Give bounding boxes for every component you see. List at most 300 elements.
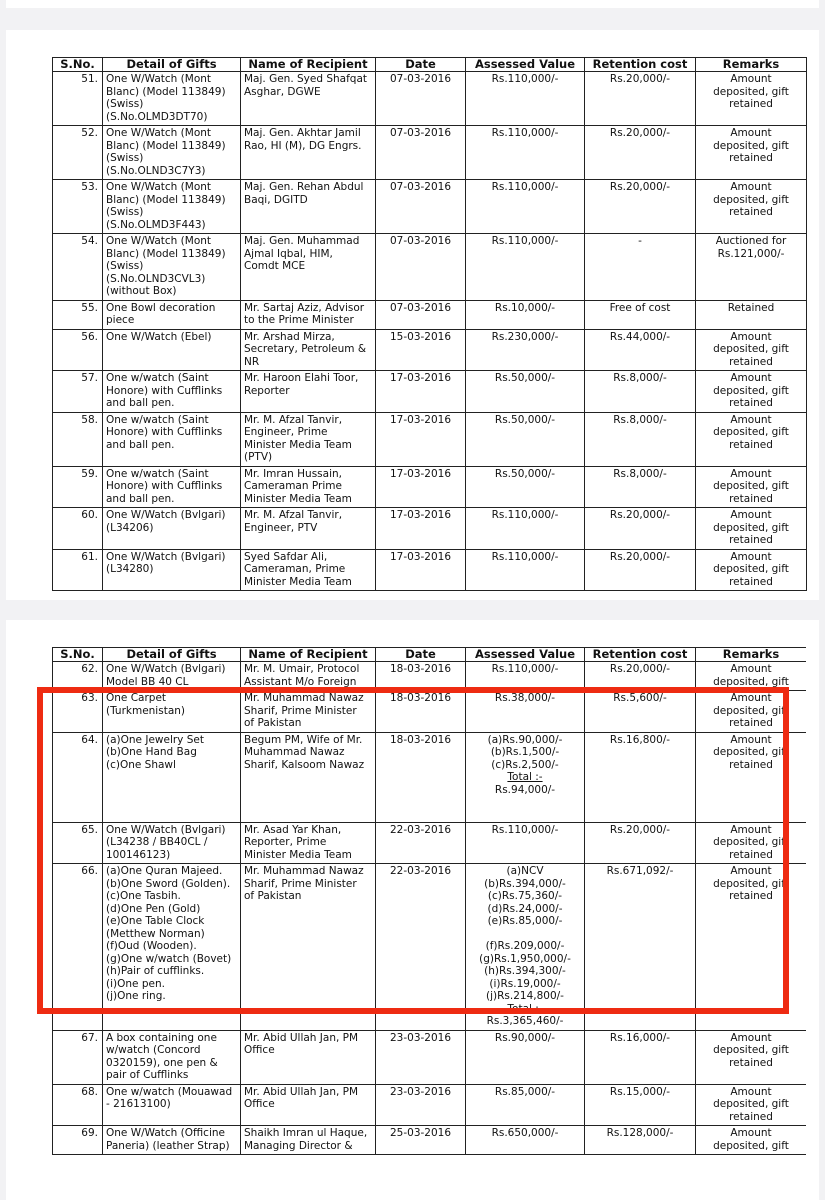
recipient-line: Mr. Asad Yar Khan,	[244, 823, 342, 836]
date-cell: 18-03-2016	[376, 732, 466, 822]
remarks-line: Amount	[730, 413, 772, 426]
recipient-line: Office	[244, 1098, 275, 1110]
remarks-line: deposited, gift	[713, 836, 789, 848]
assessed-value-line	[469, 928, 581, 941]
gift-detail-line: w/watch (Concord	[106, 1044, 201, 1056]
gift-detail-line: One W/Watch (Mont	[106, 73, 212, 85]
gift-detail-cell	[103, 371, 241, 413]
serial-number-cell: 65.	[53, 822, 103, 864]
date-cell: 23-03-2016	[376, 1030, 466, 1084]
recipient-cell	[241, 1126, 376, 1155]
recipient-line: Mr. Abid Ullah Jan, PM	[244, 1085, 359, 1098]
recipient-line: Engineer, Prime	[244, 426, 328, 438]
gift-detail-line: (without Box)	[106, 285, 177, 297]
assessed-value-line: Rs.230,000/-	[491, 330, 559, 343]
table-row	[53, 180, 807, 234]
recipient-line: Mr. Arshad Mirza,	[244, 330, 335, 343]
gift-detail-line: (Metthew Norman)	[106, 927, 205, 940]
gift-detail-line: One W/Watch (Officine	[106, 1127, 225, 1139]
remarks-cell	[696, 1084, 807, 1126]
gift-detail-cell	[103, 508, 241, 550]
retention-cost-cell: Rs.15,000/-	[585, 1084, 696, 1126]
gift-detail-line: Blanc) (Model 113849)	[106, 247, 226, 260]
gift-detail-line: Honore) with Cufflinks	[106, 480, 223, 492]
recipient-line: Maj. Gen. Syed Shafqat	[244, 73, 368, 85]
recipient-line: Muhammad Nawaz	[244, 746, 345, 758]
assessed-value-line: Rs.50,000/-	[494, 413, 556, 426]
remarks-line: retained	[729, 355, 773, 368]
retention-cost-cell: Rs.20,000/-	[585, 822, 696, 864]
recipient-line: Maj. Gen. Muhammad	[244, 235, 360, 247]
remarks-line: deposited, gift	[713, 139, 789, 152]
remarks-line: Retained	[727, 301, 775, 314]
gift-detail-line: (d)One Pen (Gold)	[106, 902, 201, 915]
recipient-line: Mr. Imran Hussain,	[244, 467, 342, 480]
date-cell: 07-03-2016	[376, 234, 466, 301]
document-page-2	[6, 620, 819, 1200]
remarks-line: Auctioned for	[715, 235, 787, 247]
gift-detail-cell	[103, 300, 241, 329]
table-row	[53, 466, 807, 508]
serial-number-cell: 52.	[53, 126, 103, 180]
table-header-row	[53, 58, 807, 72]
recipient-line: Mr. M. Umair, Protocol	[244, 663, 360, 675]
remarks-line: retained	[729, 758, 773, 771]
gift-detail-line: 0320159), one pen &	[106, 1056, 218, 1069]
remarks-cell	[696, 508, 807, 550]
header-sno: S.No.	[53, 58, 103, 72]
remarks-cell	[696, 549, 807, 591]
header-retention-cost: Retention cost	[585, 58, 696, 72]
gift-detail-line: Blanc) (Model 113849)	[106, 139, 226, 152]
header-assessed-value: Assessed Value	[466, 58, 585, 72]
gift-detail-line: One W/Watch (Mont	[106, 181, 212, 193]
remarks-line: Amount	[730, 330, 772, 343]
recipient-line: Maj. Gen. Rehan Abdul	[244, 181, 364, 193]
table-header-row	[53, 648, 807, 662]
assessed-value-cell	[466, 180, 585, 234]
assessed-value-line: (h)Rs.394,300/-	[484, 965, 566, 977]
recipient-line: Mr. Muhammad Nawaz	[244, 692, 364, 704]
recipient-cell	[241, 329, 376, 371]
assessed-value-line: (e)Rs.85,000/-	[487, 915, 563, 927]
retention-cost-cell: Rs.8,000/-	[585, 412, 696, 466]
recipient-line: Sharif, Prime Minister	[244, 704, 357, 717]
date-cell: 07-03-2016	[376, 126, 466, 180]
recipient-line: Sharif, Prime Minister	[244, 877, 357, 890]
assessed-value-cell	[466, 549, 585, 591]
remarks-line: retained	[729, 534, 773, 546]
document-page-1	[6, 30, 819, 600]
gift-detail-line: (L34238 / BB40CL /	[106, 836, 208, 848]
retention-cost-cell: Rs.16,000/-	[585, 1030, 696, 1084]
gift-detail-line: (Swiss)	[106, 152, 144, 164]
gift-detail-line: pair of Cufflinks	[106, 1069, 189, 1081]
remarks-line: deposited, gift	[713, 521, 789, 534]
gift-detail-line: and ball pen.	[106, 397, 175, 409]
retention-cost-cell: Rs.20,000/-	[585, 126, 696, 180]
remarks-line: Amount	[730, 1127, 772, 1139]
remarks-cell	[696, 412, 807, 466]
table-row	[53, 662, 807, 691]
table-row	[53, 234, 807, 301]
serial-number-cell: 62.	[53, 662, 103, 691]
previous-page-edge	[6, 0, 819, 8]
remarks-line: deposited, gift	[713, 426, 789, 438]
remarks-line: Amount	[730, 823, 772, 836]
gift-detail-cell	[103, 732, 241, 822]
recipient-cell	[241, 72, 376, 126]
gift-detail-line: One W/Watch (Bvlgari)	[106, 509, 226, 521]
gift-detail-cell	[103, 329, 241, 371]
assessed-value-line: Rs.110,000/-	[491, 550, 559, 563]
serial-number-cell: 66.	[53, 864, 103, 1031]
recipient-line: Asghar, DGWE	[244, 85, 321, 98]
gift-detail-line: A box containing one	[106, 1031, 217, 1044]
gift-detail-line: (b)One Sword (Golden).	[106, 877, 231, 890]
remarks-line: deposited, gift	[713, 85, 789, 98]
header-retention-cost: Retention cost	[585, 648, 696, 662]
table-row	[53, 329, 807, 371]
recipient-line: Office	[244, 1044, 275, 1056]
recipient-cell	[241, 412, 376, 466]
retention-cost-cell: Rs.20,000/-	[585, 549, 696, 591]
remarks-line: Amount	[730, 1085, 772, 1098]
recipient-line: to the Prime Minister	[244, 314, 354, 326]
recipient-line: Cameraman, Prime	[244, 563, 346, 575]
assessed-value-cell	[466, 371, 585, 413]
header-date: Date	[376, 58, 466, 72]
retention-cost-cell: Rs.671,092/-	[585, 864, 696, 1031]
recipient-line: Mr. Muhammad Nawaz	[244, 865, 364, 877]
remarks-line: retained	[729, 848, 773, 861]
remarks-line: deposited, gift	[713, 343, 789, 355]
remarks-line: Amount	[730, 865, 772, 877]
serial-number-cell: 68.	[53, 1084, 103, 1126]
recipient-line: Mr. M. Afzal Tanvir,	[244, 509, 343, 521]
remarks-line: Amount	[730, 550, 772, 563]
serial-number-cell: 58.	[53, 412, 103, 466]
assessed-value-cell	[466, 126, 585, 180]
recipient-cell	[241, 126, 376, 180]
serial-number-cell: 67.	[53, 1030, 103, 1084]
gift-detail-line: piece	[106, 314, 135, 326]
assessed-value-cell	[466, 732, 585, 822]
header-assessed-value: Assessed Value	[466, 648, 585, 662]
remarks-line: retained	[729, 206, 773, 218]
recipient-cell	[241, 549, 376, 591]
gift-detail-line: One W/Watch (Mont	[106, 127, 212, 139]
gift-detail-cell	[103, 864, 241, 1031]
gift-detail-line: (L34280)	[106, 563, 154, 575]
gift-detail-line: Honore) with Cufflinks	[106, 384, 223, 397]
header-remarks: Remarks	[696, 58, 807, 72]
assessed-value-line: Rs.110,000/-	[491, 509, 559, 521]
recipient-cell	[241, 234, 376, 301]
date-cell: 22-03-2016	[376, 864, 466, 1031]
recipient-line: Mr. Sartaj Aziz, Advisor	[244, 301, 365, 314]
gift-detail-line: (Turkmenistan)	[106, 704, 186, 717]
gift-detail-cell	[103, 1030, 241, 1084]
gifts-table-page-2	[52, 647, 806, 1155]
gift-detail-line: 100146123)	[106, 848, 171, 861]
remarks-line: deposited, gift	[713, 1098, 789, 1110]
assessed-value-line: Rs.3,365,460/-	[486, 1015, 564, 1027]
recipient-line: Cameraman Prime	[244, 480, 342, 492]
serial-number-cell: 54.	[53, 234, 103, 301]
recipient-cell	[241, 180, 376, 234]
table-row	[53, 126, 807, 180]
assessed-value-cell	[466, 72, 585, 126]
assessed-value-line: Rs.90,000/-	[494, 1031, 556, 1044]
recipient-cell	[241, 864, 376, 1031]
gift-detail-line: (c)One Shawl	[106, 758, 176, 771]
remarks-line: Amount	[730, 663, 772, 675]
recipient-cell	[241, 508, 376, 550]
assessed-value-cell	[466, 1084, 585, 1126]
assessed-value-cell	[466, 864, 585, 1031]
recipient-line: Secretary, Petroleum &	[244, 343, 367, 355]
remarks-cell	[696, 300, 807, 329]
gift-detail-line: Honore) with Cufflinks	[106, 426, 223, 438]
remarks-line: Amount	[730, 73, 772, 85]
gift-detail-line: (f)Oud (Wooden).	[106, 940, 197, 952]
assessed-value-cell	[466, 234, 585, 301]
recipient-line: Comdt MCE	[244, 260, 306, 272]
gift-detail-line: (S.No.OLMD3F443)	[106, 218, 206, 231]
recipient-line: Maj. Gen. Akhtar Jamil	[244, 127, 361, 139]
recipient-line: Syed Safdar Ali,	[244, 550, 328, 563]
recipient-line: Engineer, PTV	[244, 521, 318, 534]
gift-detail-line: (Swiss)	[106, 206, 144, 218]
remarks-line: Amount	[730, 127, 772, 139]
recipient-line: Minister Media Team	[244, 848, 352, 861]
remarks-cell	[696, 732, 807, 822]
assessed-value-line: (c)Rs.75,360/-	[487, 890, 563, 902]
table-row	[53, 549, 807, 591]
gift-detail-line: Model BB 40 CL	[106, 675, 189, 688]
recipient-line: (PTV)	[244, 451, 273, 463]
assessed-value-line: (a)Rs.90,000/-	[487, 733, 563, 746]
recipient-line: Ajmal Iqbal, HIM,	[244, 247, 333, 260]
serial-number-cell: 64.	[53, 732, 103, 822]
recipient-line: Begum PM, Wife of Mr.	[244, 733, 363, 746]
gift-detail-cell	[103, 691, 241, 733]
assessed-value-line: Rs.94,000/-	[494, 783, 556, 796]
remarks-line: deposited, gift	[713, 704, 789, 717]
recipient-line: NR	[244, 355, 260, 368]
assessed-value-cell	[466, 329, 585, 371]
remarks-cell	[696, 691, 807, 733]
recipient-line: Minister Media Team	[244, 438, 352, 451]
gift-detail-line: One W/Watch (Ebel)	[106, 330, 212, 343]
header-detail: Detail of Gifts	[103, 648, 241, 662]
assessed-value-line: Rs.110,000/-	[491, 823, 559, 836]
table-row	[53, 691, 807, 733]
assessed-value-line: Total :-	[507, 1002, 543, 1015]
remarks-line: retained	[729, 575, 773, 588]
remarks-cell	[696, 662, 807, 691]
recipient-line: of Pakistan	[244, 717, 302, 729]
remarks-line: retained	[729, 152, 773, 164]
assessed-value-cell	[466, 508, 585, 550]
remarks-cell	[696, 864, 807, 1031]
remarks-line: deposited, gift	[713, 480, 789, 492]
date-cell: 23-03-2016	[376, 1084, 466, 1126]
assessed-value-cell	[466, 691, 585, 733]
gift-detail-cell	[103, 180, 241, 234]
remarks-cell	[696, 72, 807, 126]
assessed-value-line: (g)Rs.1,950,000/-	[479, 952, 571, 965]
assessed-value-line: Rs.110,000/-	[491, 127, 559, 139]
date-cell: 18-03-2016	[376, 662, 466, 691]
table-row	[53, 732, 807, 822]
recipient-line: Assistant M/o Foreign	[244, 675, 357, 688]
recipient-line: Minister Media Team	[244, 492, 352, 505]
assessed-value-line: Rs.38,000/-	[494, 692, 556, 704]
remarks-line: Amount	[730, 509, 772, 521]
remarks-line: retained	[729, 98, 773, 110]
remarks-line: deposited, gift	[713, 1139, 789, 1152]
gift-detail-cell	[103, 549, 241, 591]
recipient-line: Shaikh Imran ul Haque,	[244, 1127, 368, 1139]
gift-detail-line: One w/watch (Saint	[106, 413, 209, 426]
recipient-line: Rao, HI (M), DG Engrs.	[244, 139, 362, 152]
serial-number-cell: 51.	[53, 72, 103, 126]
serial-number-cell: 60.	[53, 508, 103, 550]
recipient-line: Mr. Haroon Elahi Toor,	[244, 372, 359, 384]
assessed-value-line: Rs.110,000/-	[491, 663, 559, 675]
gift-detail-line: One W/Watch (Bvlgari)	[106, 823, 226, 836]
gift-detail-line: (L34206)	[106, 521, 154, 534]
date-cell: 17-03-2016	[376, 508, 466, 550]
remarks-line: Amount	[730, 372, 772, 384]
gift-detail-line: One Carpet	[106, 692, 167, 704]
assessed-value-line: (b)Rs.1,500/-	[490, 746, 560, 758]
table-row	[53, 72, 807, 126]
assessed-value-line: Rs.10,000/-	[494, 301, 556, 314]
retention-cost-cell: Rs.8,000/-	[585, 371, 696, 413]
retention-cost-cell: Rs.44,000/-	[585, 329, 696, 371]
serial-number-cell: 55.	[53, 300, 103, 329]
assessed-value-cell	[466, 1126, 585, 1155]
table-row	[53, 508, 807, 550]
date-cell: 07-03-2016	[376, 72, 466, 126]
gift-detail-line: (Swiss)	[106, 98, 144, 110]
serial-number-cell: 63.	[53, 691, 103, 733]
remarks-line: retained	[729, 890, 773, 902]
remarks-line: deposited, gift	[713, 563, 789, 575]
gift-detail-line: (g)One w/watch (Bovet)	[106, 952, 232, 965]
recipient-cell	[241, 822, 376, 864]
remarks-line: retained	[729, 1110, 773, 1123]
assessed-value-cell	[466, 466, 585, 508]
recipient-cell	[241, 371, 376, 413]
remarks-cell	[696, 180, 807, 234]
remarks-line: Amount	[730, 733, 772, 746]
assessed-value-line: (b)Rs.394,000/-	[484, 877, 566, 890]
remarks-line: Amount	[730, 1031, 772, 1044]
remarks-line: deposited, gift	[713, 193, 789, 206]
assessed-value-cell	[466, 300, 585, 329]
table-row	[53, 412, 807, 466]
assessed-value-line: Rs.110,000/-	[491, 181, 559, 193]
recipient-line: Baqi, DGITD	[244, 193, 308, 206]
remarks-line: Amount	[730, 692, 772, 704]
remarks-line: retained	[729, 492, 773, 505]
recipient-line: Sharif, Kalsoom Nawaz	[244, 758, 365, 771]
gift-detail-line: One w/watch (Saint	[106, 372, 209, 384]
gift-detail-line: (b)One Hand Bag	[106, 746, 197, 758]
table-row	[53, 371, 807, 413]
remarks-line: deposited, gift	[713, 384, 789, 397]
remarks-cell	[696, 822, 807, 864]
header-date: Date	[376, 648, 466, 662]
retention-cost-cell: Rs.5,600/-	[585, 691, 696, 733]
date-cell: 15-03-2016	[376, 329, 466, 371]
retention-cost-cell: Rs.128,000/-	[585, 1126, 696, 1155]
table-row	[53, 300, 807, 329]
gift-detail-line: (S.No.OLND3C7Y3)	[106, 164, 206, 177]
assessed-value-cell	[466, 1030, 585, 1084]
gift-detail-cell	[103, 466, 241, 508]
assessed-value-line: (j)Rs.214,800/-	[486, 990, 564, 1002]
serial-number-cell: 53.	[53, 180, 103, 234]
assessed-value-cell	[466, 412, 585, 466]
assessed-value-line: Total :-	[507, 771, 543, 783]
recipient-line: Minister Media Team	[244, 575, 352, 588]
header-remarks: Remarks	[696, 648, 807, 662]
remarks-line: retained	[729, 397, 773, 409]
recipient-line: of Pakistan	[244, 890, 302, 902]
header-detail: Detail of Gifts	[103, 58, 241, 72]
serial-number-cell: 59.	[53, 466, 103, 508]
header-sno: S.No.	[53, 648, 103, 662]
assessed-value-cell	[466, 822, 585, 864]
gift-detail-line: One w/watch (Saint	[106, 467, 209, 480]
retention-cost-cell: Rs.20,000/-	[585, 508, 696, 550]
remarks-line: retained	[729, 438, 773, 451]
assessed-value-line: Rs.650,000/-	[491, 1127, 559, 1139]
gift-detail-cell	[103, 662, 241, 691]
date-cell: 17-03-2016	[376, 466, 466, 508]
gift-detail-line: Blanc) (Model 113849)	[106, 193, 226, 206]
gift-detail-line: Blanc) (Model 113849)	[106, 85, 226, 98]
remarks-line: deposited, gift	[713, 746, 789, 758]
recipient-line: Reporter, Prime	[244, 836, 327, 848]
remarks-cell	[696, 371, 807, 413]
gift-detail-line: (S.No.OLND3CVL3)	[106, 272, 206, 285]
remarks-cell	[696, 329, 807, 371]
gift-detail-line: (Swiss)	[106, 260, 144, 272]
gift-detail-line: (c)One Tasbih.	[106, 890, 181, 902]
serial-number-cell: 61.	[53, 549, 103, 591]
remarks-line: Amount	[730, 467, 772, 480]
retention-cost-cell: -	[585, 234, 696, 301]
remarks-line: Rs.121,000/-	[717, 247, 785, 260]
recipient-cell	[241, 1084, 376, 1126]
gift-detail-line: (a)One Quran Majeed.	[106, 865, 223, 877]
gift-detail-cell	[103, 1084, 241, 1126]
remarks-line: deposited, gift	[713, 877, 789, 890]
retention-cost-cell: Rs.20,000/-	[585, 72, 696, 126]
retention-cost-cell: Free of cost	[585, 300, 696, 329]
gift-detail-cell	[103, 1126, 241, 1155]
gift-detail-line: (a)One Jewelry Set	[106, 733, 204, 746]
date-cell: 18-03-2016	[376, 691, 466, 733]
gift-detail-line: One Bowl decoration	[106, 301, 216, 314]
remarks-cell	[696, 1126, 807, 1155]
